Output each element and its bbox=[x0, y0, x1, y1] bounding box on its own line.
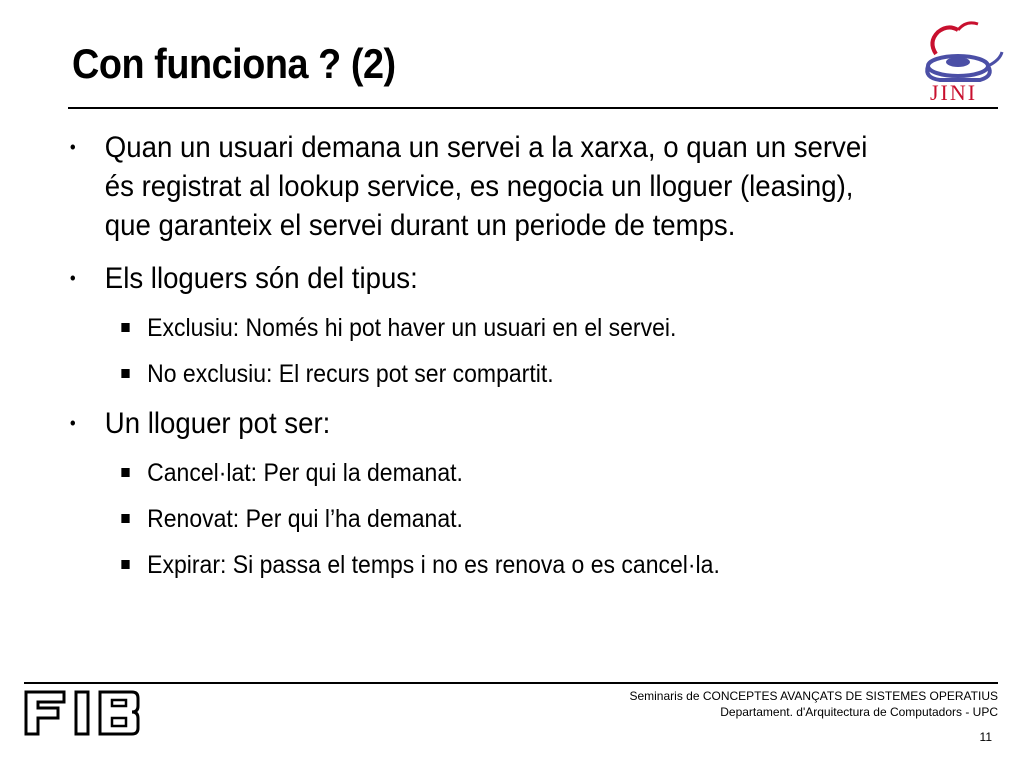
sub-bullet-item bbox=[68, 503, 896, 535]
bullet-dot: • bbox=[69, 137, 76, 157]
sub-bullet-text: Cancel·lat: Per qui la demanat. bbox=[147, 459, 463, 487]
footer-line-1: Seminaris de CONCEPTES AVANÇATS DE SISTEMES OPERATIUS bbox=[629, 689, 998, 703]
sub-bullet-text: Renovat: Per qui l’ha demanat. bbox=[147, 505, 463, 533]
sub-bullet-item bbox=[68, 312, 896, 344]
footer-line-2: Departament. d'Arquitectura de Computadors - UPC bbox=[720, 705, 998, 719]
sub-bullet-text: No exclusiu: El recurs pot ser compartit. bbox=[147, 360, 554, 388]
title-divider bbox=[68, 107, 998, 109]
bullet-text: Els lloguers són del tipus: bbox=[104, 262, 418, 295]
bullet-item bbox=[68, 128, 896, 245]
bullet-dot: • bbox=[69, 268, 76, 288]
slide-content bbox=[68, 128, 896, 595]
page-number: 11 bbox=[979, 730, 992, 744]
bullet-text: Un lloguer pot ser: bbox=[104, 407, 331, 440]
bullet-text: Quan un usuari demana un servei a la xarxa, o quan un servei és registrat al lookup service, es negocia un lloguer (leasing), que garanteix el servei durant un periode de temps. bbox=[104, 131, 868, 242]
sub-bullet-text: Exclusiu: Només hi pot haver un usuari en el servei. bbox=[147, 314, 677, 342]
footer-divider bbox=[24, 682, 998, 684]
slide-title: Con funciona ? (2) bbox=[72, 40, 396, 87]
sub-bullet-item bbox=[68, 457, 896, 489]
fib-logo bbox=[24, 690, 140, 736]
sub-bullet-item bbox=[68, 549, 896, 581]
square-bullet-icon bbox=[121, 369, 129, 378]
square-bullet-icon bbox=[121, 560, 129, 569]
square-bullet-icon bbox=[121, 468, 129, 477]
bullet-item bbox=[68, 404, 896, 443]
jini-logo-text: JINI bbox=[930, 80, 978, 105]
sub-bullet-text: Expirar: Si passa el temps i no es renova o es cancel·la. bbox=[147, 551, 720, 579]
square-bullet-icon bbox=[121, 514, 129, 523]
square-bullet-icon bbox=[121, 323, 129, 332]
sub-bullet-item bbox=[68, 358, 896, 390]
footer-credits bbox=[629, 688, 998, 720]
bullet-dot: • bbox=[69, 413, 76, 433]
bullet-item bbox=[68, 259, 896, 298]
